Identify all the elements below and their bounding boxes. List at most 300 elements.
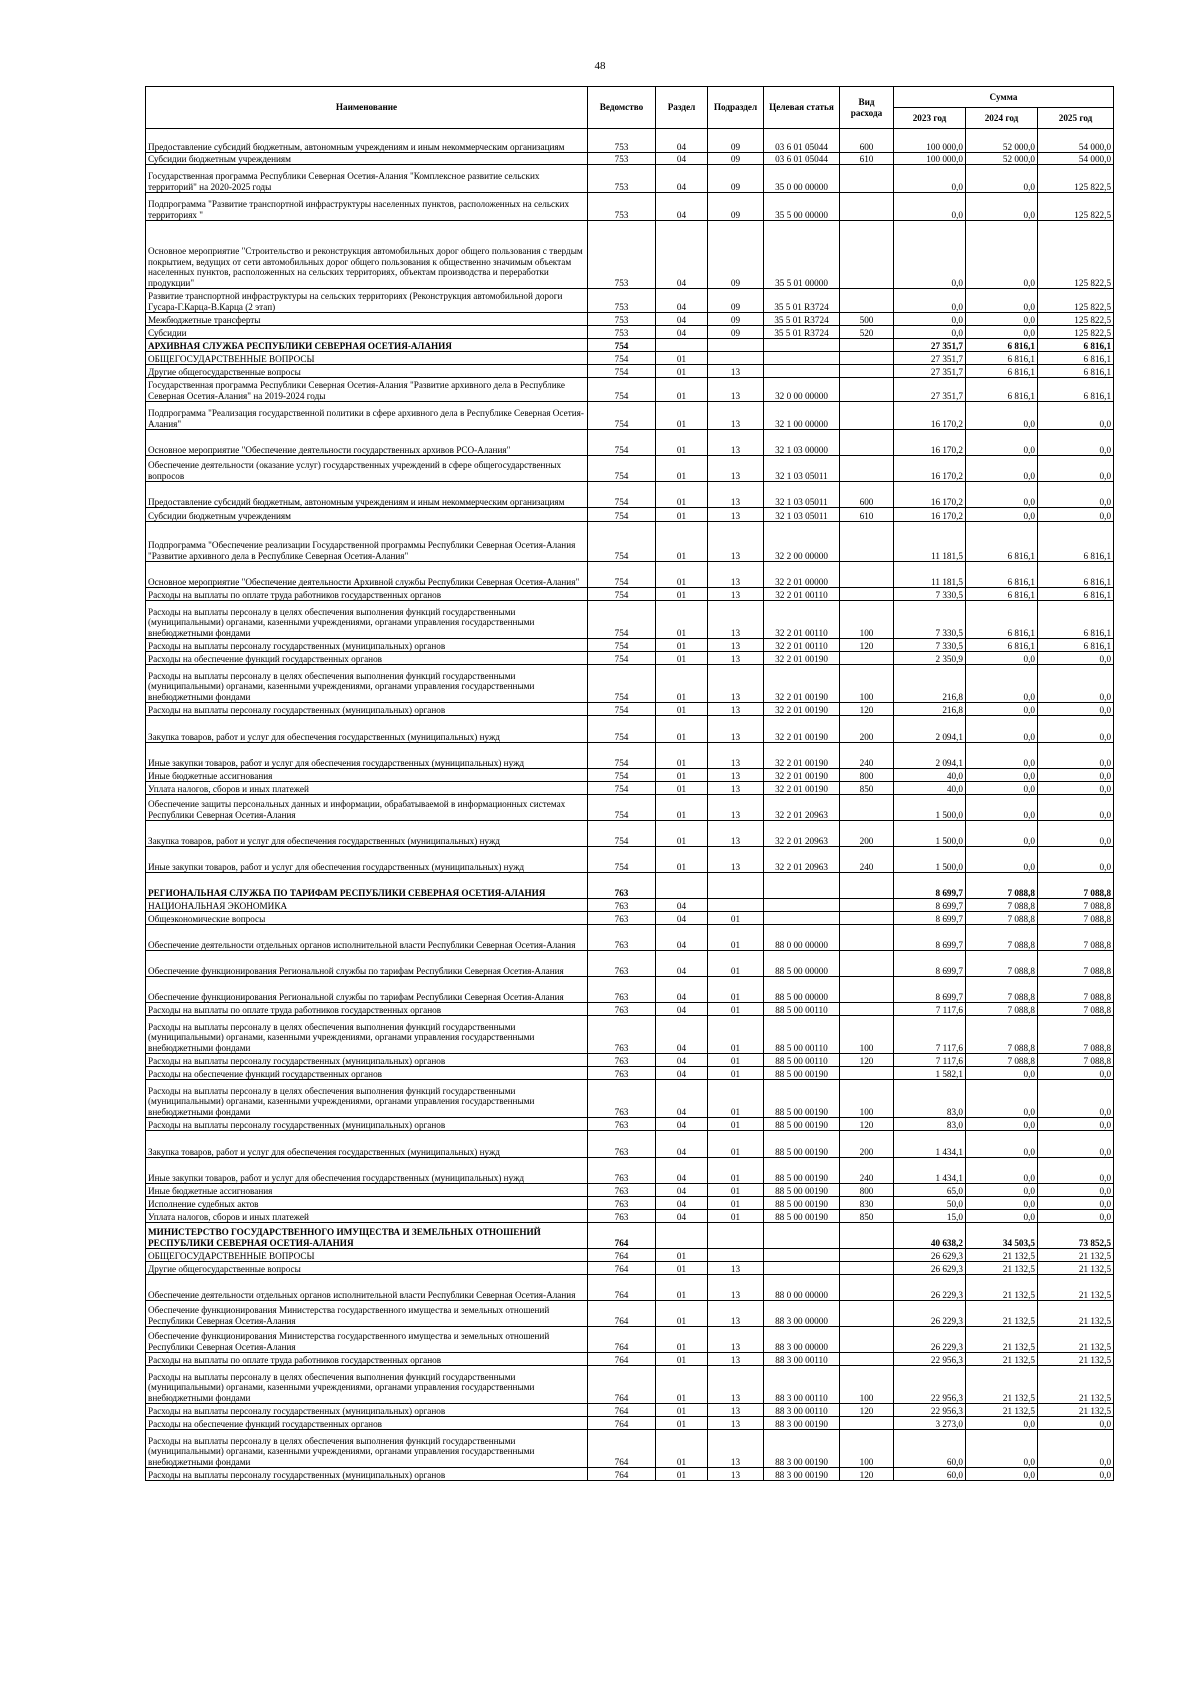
header-summa: Сумма: [894, 87, 1114, 108]
row-name: Обеспечение деятельности отдельных органов исполнительной власти Республики Северная Осетия-Алания: [146, 1275, 588, 1301]
table-row: [146, 951, 1114, 977]
row-sum-2023: 7 330,5: [894, 588, 966, 601]
row-sum-2023: 40 638,2: [894, 1223, 966, 1249]
table-row: [146, 430, 1114, 456]
row-razdel: 04: [656, 899, 708, 912]
page-number: 48: [594, 60, 606, 72]
row-sum-2024: 0,0: [966, 1468, 1038, 1481]
row-vid: [840, 1327, 894, 1353]
row-celevaya: [764, 365, 840, 378]
row-vid: [840, 402, 894, 430]
row-vedomstvo: 763: [588, 1158, 656, 1184]
row-vid: [840, 1262, 894, 1275]
row-vid: [840, 221, 894, 289]
row-sum-2023: 26 229,3: [894, 1327, 966, 1353]
row-sum-2024: 0,0: [966, 508, 1038, 522]
row-name: РЕГИОНАЛЬНАЯ СЛУЖБА ПО ТАРИФАМ РЕСПУБЛИКИ СЕВЕРНАЯ ОСЕТИЯ-АЛАНИЯ: [146, 873, 588, 899]
row-celevaya: 35 0 00 00000: [764, 165, 840, 193]
table-row: [146, 782, 1114, 795]
row-vedomstvo: 763: [588, 899, 656, 912]
row-sum-2023: 11 181,5: [894, 522, 966, 562]
row-vedomstvo: 763: [588, 912, 656, 925]
row-podrazdel: 01: [708, 1118, 764, 1131]
row-celevaya: 03 6 01 05044: [764, 153, 840, 165]
row-podrazdel: 01: [708, 1003, 764, 1016]
row-vid: 120: [840, 1118, 894, 1131]
row-podrazdel: 13: [708, 665, 764, 703]
row-sum-2024: 34 503,5: [966, 1223, 1038, 1249]
row-vid: 850: [840, 1210, 894, 1223]
row-sum-2023: 60,0: [894, 1468, 966, 1481]
row-razdel: 01: [656, 1275, 708, 1301]
row-celevaya: 32 2 01 20963: [764, 795, 840, 821]
row-name: Закупка товаров, работ и услуг для обеспечения государственных (муниципальных) нужд: [146, 1131, 588, 1158]
row-sum-2025: 0,0: [1038, 1131, 1114, 1158]
row-name: АРХИВНАЯ СЛУЖБА РЕСПУБЛИКИ СЕВЕРНАЯ ОСЕТИЯ-АЛАНИЯ: [146, 339, 588, 352]
row-celevaya: [764, 339, 840, 352]
table-row: [146, 456, 1114, 482]
header-year-2024: 2024 год: [966, 108, 1038, 129]
row-podrazdel: 13: [708, 1468, 764, 1481]
table-row: [146, 1210, 1114, 1223]
row-vedomstvo: 763: [588, 1054, 656, 1067]
row-sum-2023: 27 351,7: [894, 378, 966, 402]
row-sum-2025: 54 000,0: [1038, 129, 1114, 153]
row-vid: 120: [840, 703, 894, 716]
row-name: Расходы на выплаты по оплате труда работников государственных органов: [146, 588, 588, 601]
row-celevaya: 32 2 01 00190: [764, 703, 840, 716]
row-podrazdel: 13: [708, 456, 764, 482]
row-vedomstvo: 754: [588, 665, 656, 703]
row-sum-2023: 65,0: [894, 1184, 966, 1197]
row-vedomstvo: 753: [588, 165, 656, 193]
row-podrazdel: 13: [708, 482, 764, 508]
row-celevaya: 32 1 03 05011: [764, 456, 840, 482]
row-vedomstvo: 754: [588, 430, 656, 456]
row-vid: 240: [840, 847, 894, 873]
row-podrazdel: [708, 352, 764, 365]
table-row: [146, 562, 1114, 588]
row-name: Другие общегосударственные вопросы: [146, 365, 588, 378]
row-podrazdel: 09: [708, 165, 764, 193]
table-row: [146, 1430, 1114, 1468]
row-vedomstvo: 754: [588, 703, 656, 716]
row-razdel: 04: [656, 1184, 708, 1197]
row-celevaya: 88 5 00 00110: [764, 1054, 840, 1067]
row-sum-2025: 21 132,5: [1038, 1275, 1114, 1301]
table-row: [146, 703, 1114, 716]
row-sum-2023: 27 351,7: [894, 339, 966, 352]
row-name: НАЦИОНАЛЬНАЯ ЭКОНОМИКА: [146, 899, 588, 912]
table-row: [146, 1016, 1114, 1054]
table-row: [146, 378, 1114, 402]
row-sum-2024: 0,0: [966, 716, 1038, 743]
row-podrazdel: 13: [708, 703, 764, 716]
row-razdel: 01: [656, 508, 708, 522]
row-celevaya: [764, 912, 840, 925]
row-sum-2023: 0,0: [894, 165, 966, 193]
row-sum-2025: 0,0: [1038, 1158, 1114, 1184]
row-name: Подпрограмма "Реализация государственной политики в сфере архивного дела в Республике Северная Осетия-Алания": [146, 402, 588, 430]
row-sum-2024: 6 816,1: [966, 352, 1038, 365]
row-vid: [840, 193, 894, 221]
table-row: [146, 1417, 1114, 1430]
row-podrazdel: 13: [708, 508, 764, 522]
row-vid: 850: [840, 782, 894, 795]
row-vid: [840, 339, 894, 352]
row-podrazdel: 13: [708, 769, 764, 782]
row-sum-2024: 0,0: [966, 821, 1038, 847]
row-sum-2024: 6 816,1: [966, 365, 1038, 378]
row-razdel: 04: [656, 1158, 708, 1184]
row-razdel: 01: [656, 1468, 708, 1481]
row-vid: [840, 977, 894, 1003]
table-row: [146, 1275, 1114, 1301]
row-sum-2023: 1 500,0: [894, 821, 966, 847]
row-name: Иные закупки товаров, работ и услуг для обеспечения государственных (муниципальных) нужд: [146, 847, 588, 873]
row-sum-2023: 83,0: [894, 1118, 966, 1131]
header-vedomstvo: Ведомство: [588, 87, 656, 129]
row-sum-2024: 0,0: [966, 221, 1038, 289]
row-podrazdel: 13: [708, 1301, 764, 1327]
row-razdel: 04: [656, 925, 708, 951]
row-sum-2025: 6 816,1: [1038, 522, 1114, 562]
row-vedomstvo: 754: [588, 821, 656, 847]
header-name: Наименование: [146, 87, 588, 129]
row-podrazdel: 13: [708, 430, 764, 456]
row-name: Расходы на выплаты персоналу государственных (муниципальных) органов: [146, 1054, 588, 1067]
row-sum-2024: 0,0: [966, 769, 1038, 782]
row-sum-2023: 27 351,7: [894, 365, 966, 378]
row-name: Государственная программа Республики Северная Осетия-Алания "Комплексное развитие сельских территорий" на 2020-2025 годы: [146, 165, 588, 193]
table-header: [146, 87, 1114, 129]
row-celevaya: 35 5 01 R3724: [764, 289, 840, 313]
row-name: Межбюджетные трансферты: [146, 313, 588, 326]
row-vid: [840, 1067, 894, 1080]
row-podrazdel: 01: [708, 1210, 764, 1223]
row-sum-2024: 21 132,5: [966, 1353, 1038, 1366]
row-sum-2025: 0,0: [1038, 430, 1114, 456]
row-vedomstvo: 763: [588, 1184, 656, 1197]
row-vedomstvo: 763: [588, 925, 656, 951]
row-podrazdel: 01: [708, 1080, 764, 1118]
row-name: ОБЩЕГОСУДАРСТВЕННЫЕ ВОПРОСЫ: [146, 352, 588, 365]
row-razdel: 04: [656, 289, 708, 313]
row-podrazdel: 13: [708, 1430, 764, 1468]
row-podrazdel: 13: [708, 743, 764, 769]
table-row: [146, 1249, 1114, 1262]
row-name: Обеспечение функционирования Региональной службы по тарифам Республики Северная Осетия-Алания: [146, 951, 588, 977]
row-sum-2023: 16 170,2: [894, 430, 966, 456]
row-razdel: 01: [656, 1327, 708, 1353]
row-celevaya: 88 3 00 00110: [764, 1404, 840, 1417]
row-name: Иные бюджетные ассигнования: [146, 769, 588, 782]
row-sum-2023: 40,0: [894, 782, 966, 795]
row-sum-2024: 6 816,1: [966, 639, 1038, 652]
row-sum-2024: 0,0: [966, 482, 1038, 508]
table-body: [146, 129, 1114, 1481]
row-razdel: 01: [656, 1404, 708, 1417]
table-row: [146, 352, 1114, 365]
row-sum-2025: 0,0: [1038, 1197, 1114, 1210]
row-vedomstvo: 764: [588, 1223, 656, 1249]
row-vid: [840, 1249, 894, 1262]
row-razdel: 01: [656, 652, 708, 665]
row-sum-2023: 27 351,7: [894, 352, 966, 365]
row-podrazdel: 13: [708, 847, 764, 873]
row-sum-2023: 1 500,0: [894, 847, 966, 873]
table-row: [146, 639, 1114, 652]
row-sum-2024: 7 088,8: [966, 899, 1038, 912]
row-vid: 600: [840, 482, 894, 508]
row-vid: 240: [840, 743, 894, 769]
row-razdel: 01: [656, 1262, 708, 1275]
row-sum-2023: 3 273,0: [894, 1417, 966, 1430]
row-celevaya: 32 2 01 00190: [764, 665, 840, 703]
row-celevaya: 88 5 00 00190: [764, 1067, 840, 1080]
row-podrazdel: 13: [708, 639, 764, 652]
row-sum-2023: 1 434,1: [894, 1131, 966, 1158]
row-sum-2025: 125 822,5: [1038, 221, 1114, 289]
row-celevaya: 35 5 00 00000: [764, 193, 840, 221]
row-podrazdel: 09: [708, 153, 764, 165]
row-sum-2023: 16 170,2: [894, 482, 966, 508]
table-row: [146, 601, 1114, 639]
row-sum-2025: 7 088,8: [1038, 1016, 1114, 1054]
row-name: ОБЩЕГОСУДАРСТВЕННЫЕ ВОПРОСЫ: [146, 1249, 588, 1262]
row-razdel: 04: [656, 221, 708, 289]
row-celevaya: 88 0 00 00000: [764, 925, 840, 951]
row-vedomstvo: 754: [588, 782, 656, 795]
header-year-2023: 2023 год: [894, 108, 966, 129]
row-razdel: 01: [656, 821, 708, 847]
row-vid: [840, 1003, 894, 1016]
row-vedomstvo: 764: [588, 1430, 656, 1468]
row-razdel: 01: [656, 402, 708, 430]
row-razdel: 04: [656, 1080, 708, 1118]
row-sum-2024: 21 132,5: [966, 1249, 1038, 1262]
row-vid: [840, 378, 894, 402]
row-name: Расходы на обеспечение функций государственных органов: [146, 1067, 588, 1080]
row-name: Расходы на выплаты персоналу государственных (муниципальных) органов: [146, 1118, 588, 1131]
row-vid: 120: [840, 1054, 894, 1067]
row-vid: 610: [840, 153, 894, 165]
row-razdel: 01: [656, 352, 708, 365]
table-row: [146, 873, 1114, 899]
row-sum-2025: 6 816,1: [1038, 562, 1114, 588]
row-vid: 120: [840, 1468, 894, 1481]
row-vid: [840, 588, 894, 601]
row-sum-2024: 0,0: [966, 1067, 1038, 1080]
row-sum-2025: 125 822,5: [1038, 193, 1114, 221]
row-sum-2023: 216,8: [894, 665, 966, 703]
row-celevaya: 88 3 00 00190: [764, 1417, 840, 1430]
table-row: [146, 289, 1114, 313]
row-sum-2025: 0,0: [1038, 1430, 1114, 1468]
row-sum-2025: 0,0: [1038, 821, 1114, 847]
row-razdel: 04: [656, 1003, 708, 1016]
row-vedomstvo: 754: [588, 352, 656, 365]
row-podrazdel: 01: [708, 1197, 764, 1210]
row-vedomstvo: 753: [588, 289, 656, 313]
row-vedomstvo: 764: [588, 1262, 656, 1275]
row-razdel: [656, 873, 708, 899]
row-vedomstvo: 763: [588, 1003, 656, 1016]
row-celevaya: 32 0 00 00000: [764, 378, 840, 402]
row-vedomstvo: 753: [588, 221, 656, 289]
row-sum-2024: 0,0: [966, 1417, 1038, 1430]
row-razdel: 01: [656, 1417, 708, 1430]
row-razdel: 01: [656, 378, 708, 402]
row-razdel: 01: [656, 847, 708, 873]
table-row: [146, 1003, 1114, 1016]
row-sum-2023: 7 330,5: [894, 601, 966, 639]
row-sum-2024: 7 088,8: [966, 925, 1038, 951]
row-vedomstvo: 754: [588, 601, 656, 639]
row-sum-2024: 7 088,8: [966, 951, 1038, 977]
header-vid: Вид расхода: [840, 87, 894, 129]
row-vedomstvo: 754: [588, 456, 656, 482]
row-sum-2025: 125 822,5: [1038, 326, 1114, 339]
row-sum-2025: 0,0: [1038, 795, 1114, 821]
row-name: Подпрограмма "Обеспечение реализации Государственной программы Республики Северная Осетия-Алания "Развитие архивного дела в Республике Северная Осетия-Алания": [146, 522, 588, 562]
row-sum-2024: 7 088,8: [966, 873, 1038, 899]
row-sum-2023: 7 330,5: [894, 639, 966, 652]
table-row: [146, 1301, 1114, 1327]
row-sum-2024: 52 000,0: [966, 153, 1038, 165]
row-podrazdel: 09: [708, 221, 764, 289]
row-name: Расходы на выплаты персоналу государственных (муниципальных) органов: [146, 1468, 588, 1481]
row-sum-2024: 0,0: [966, 652, 1038, 665]
row-razdel: 04: [656, 1197, 708, 1210]
row-celevaya: 32 2 01 00000: [764, 562, 840, 588]
row-sum-2023: 11 181,5: [894, 562, 966, 588]
row-sum-2024: 0,0: [966, 1131, 1038, 1158]
row-sum-2023: 2 094,1: [894, 716, 966, 743]
row-sum-2023: 15,0: [894, 1210, 966, 1223]
row-sum-2025: 6 816,1: [1038, 352, 1114, 365]
row-vid: 120: [840, 639, 894, 652]
row-sum-2024: 6 816,1: [966, 562, 1038, 588]
row-sum-2025: 7 088,8: [1038, 899, 1114, 912]
row-vedomstvo: 764: [588, 1249, 656, 1262]
row-podrazdel: [708, 1249, 764, 1262]
row-sum-2023: 7 117,6: [894, 1003, 966, 1016]
row-podrazdel: 01: [708, 1016, 764, 1054]
table-row: [146, 1067, 1114, 1080]
row-podrazdel: 13: [708, 588, 764, 601]
row-podrazdel: 01: [708, 1054, 764, 1067]
row-vid: 800: [840, 1184, 894, 1197]
row-name: Предоставление субсидий бюджетным, автономным учреждениям и иным некоммерческим организациям: [146, 129, 588, 153]
row-sum-2025: 0,0: [1038, 1468, 1114, 1481]
row-sum-2025: 6 816,1: [1038, 365, 1114, 378]
row-celevaya: [764, 1223, 840, 1249]
row-sum-2023: 22 956,3: [894, 1353, 966, 1366]
row-vedomstvo: 764: [588, 1366, 656, 1404]
row-sum-2025: 0,0: [1038, 665, 1114, 703]
row-podrazdel: 13: [708, 716, 764, 743]
row-vedomstvo: 754: [588, 795, 656, 821]
row-razdel: 04: [656, 1054, 708, 1067]
row-celevaya: 88 3 00 00190: [764, 1468, 840, 1481]
row-sum-2025: 7 088,8: [1038, 873, 1114, 899]
table-row: [146, 1353, 1114, 1366]
row-name: Субсидии бюджетным учреждениям: [146, 508, 588, 522]
row-vedomstvo: 754: [588, 588, 656, 601]
row-celevaya: 32 2 01 00110: [764, 639, 840, 652]
table-row: [146, 1080, 1114, 1118]
row-sum-2024: 7 088,8: [966, 1054, 1038, 1067]
table-row: [146, 193, 1114, 221]
row-sum-2024: 0,0: [966, 1210, 1038, 1223]
row-razdel: 01: [656, 743, 708, 769]
row-sum-2025: 0,0: [1038, 1210, 1114, 1223]
row-sum-2023: 22 956,3: [894, 1404, 966, 1417]
row-sum-2025: 0,0: [1038, 402, 1114, 430]
row-podrazdel: 01: [708, 951, 764, 977]
table-row: [146, 508, 1114, 522]
row-sum-2025: 21 132,5: [1038, 1301, 1114, 1327]
row-celevaya: [764, 1249, 840, 1262]
row-razdel: [656, 1223, 708, 1249]
row-celevaya: 35 5 01 R3724: [764, 313, 840, 326]
row-sum-2023: 40,0: [894, 769, 966, 782]
table-row: [146, 1158, 1114, 1184]
row-sum-2024: 0,0: [966, 193, 1038, 221]
row-vid: [840, 1417, 894, 1430]
row-name: Обеспечение деятельности отдельных органов исполнительной власти Республики Северная Осетия-Алания: [146, 925, 588, 951]
row-sum-2023: 8 699,7: [894, 977, 966, 1003]
row-sum-2025: 73 852,5: [1038, 1223, 1114, 1249]
row-podrazdel: 01: [708, 912, 764, 925]
row-razdel: 04: [656, 1016, 708, 1054]
row-celevaya: 88 3 00 00110: [764, 1353, 840, 1366]
row-sum-2025: 54 000,0: [1038, 153, 1114, 165]
row-razdel: 04: [656, 977, 708, 1003]
row-podrazdel: 13: [708, 1417, 764, 1430]
table-row: [146, 1468, 1114, 1481]
row-vedomstvo: 754: [588, 562, 656, 588]
table-row: [146, 1404, 1114, 1417]
row-name: Расходы на выплаты персоналу в целях обеспечения выполнения функций государственными (муниципальными) органами, казенными учреждениями, органами управления государственными внебюджетными фондами: [146, 601, 588, 639]
row-vedomstvo: 753: [588, 313, 656, 326]
row-sum-2025: 0,0: [1038, 1080, 1114, 1118]
row-vid: 240: [840, 1158, 894, 1184]
row-podrazdel: 09: [708, 193, 764, 221]
row-vedomstvo: 754: [588, 716, 656, 743]
table-row: [146, 925, 1114, 951]
row-celevaya: 32 2 01 20963: [764, 847, 840, 873]
row-sum-2024: 6 816,1: [966, 378, 1038, 402]
row-vedomstvo: 763: [588, 1197, 656, 1210]
row-vedomstvo: 764: [588, 1417, 656, 1430]
row-vedomstvo: 753: [588, 326, 656, 339]
row-celevaya: [764, 873, 840, 899]
table-row: [146, 1184, 1114, 1197]
row-podrazdel: 13: [708, 652, 764, 665]
row-sum-2025: 125 822,5: [1038, 289, 1114, 313]
row-sum-2025: 7 088,8: [1038, 1003, 1114, 1016]
table-row: [146, 821, 1114, 847]
row-podrazdel: 13: [708, 601, 764, 639]
row-podrazdel: 01: [708, 977, 764, 1003]
row-celevaya: 88 5 00 00190: [764, 1118, 840, 1131]
row-celevaya: 88 5 00 00190: [764, 1131, 840, 1158]
row-celevaya: 32 2 01 00190: [764, 716, 840, 743]
row-podrazdel: [708, 1223, 764, 1249]
row-razdel: 01: [656, 769, 708, 782]
